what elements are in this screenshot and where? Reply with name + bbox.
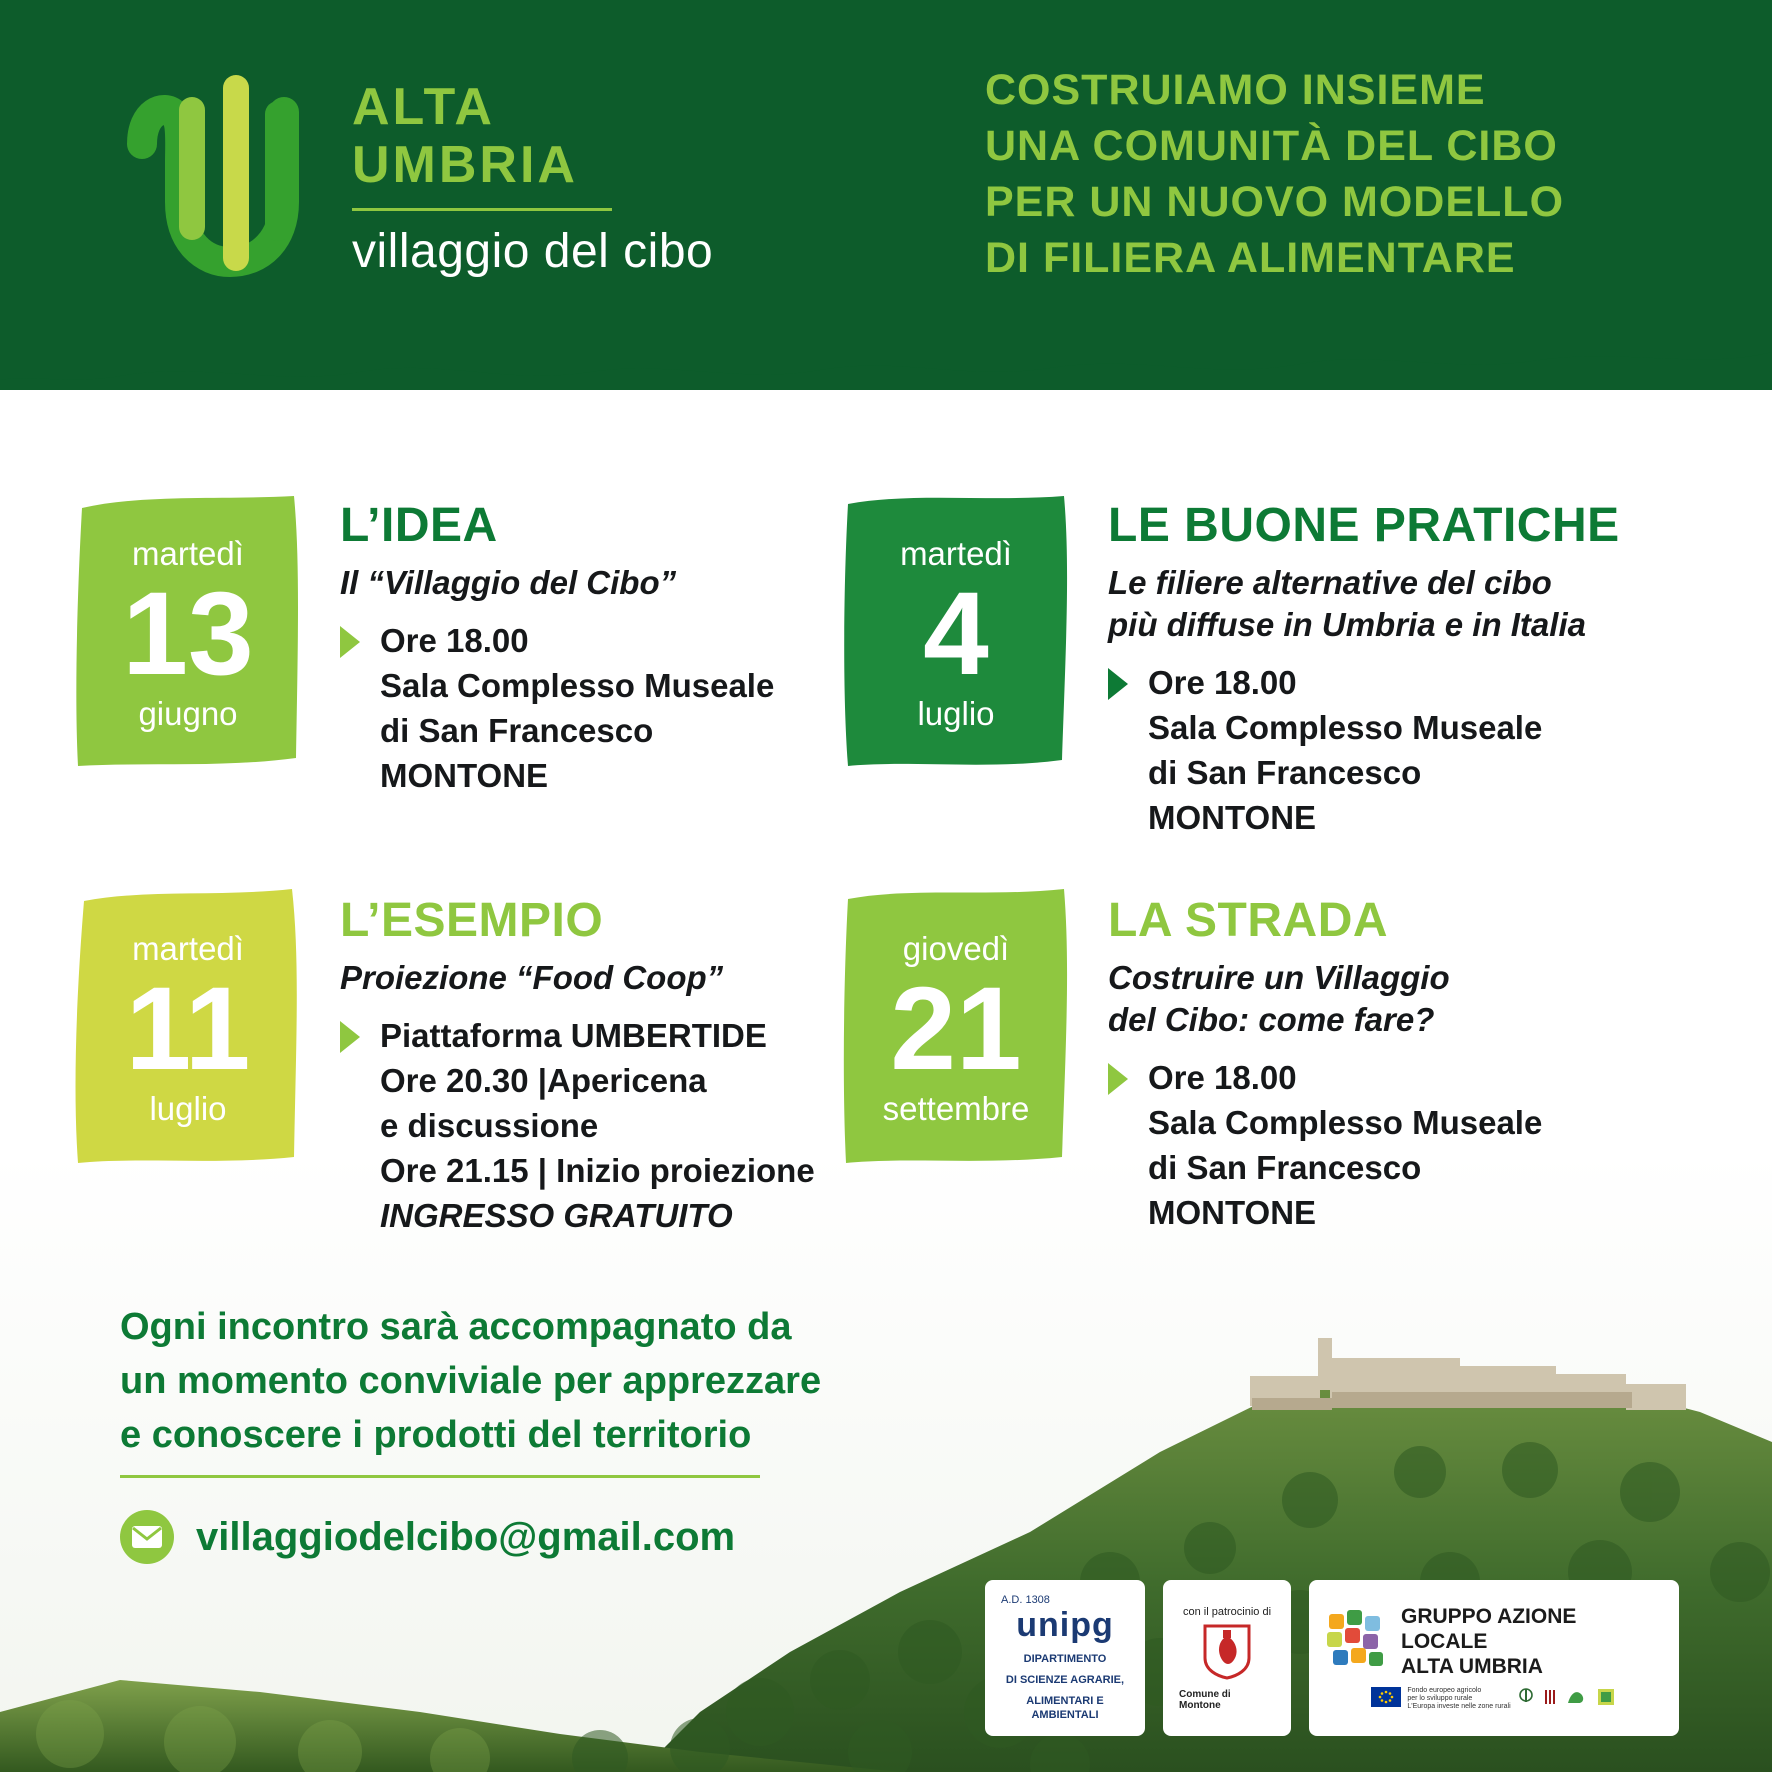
event-date-badge: [72, 490, 304, 772]
event-body: [1108, 490, 1620, 840]
event-details: [1108, 1055, 1542, 1235]
claim-line-4: DI FILIERA ALIMENTARE: [985, 234, 1516, 282]
event-weekday: martedì: [900, 535, 1012, 572]
unipg-logo: [985, 1580, 1145, 1736]
unipg-name: unipg: [1016, 1606, 1114, 1644]
gal-mosaic-icon: [1325, 1608, 1389, 1675]
note-line-2: un momento conviviale per apprezzare: [120, 1360, 822, 1402]
event-card: [840, 885, 1542, 1235]
claim-line-2: UNA COMUNITÀ DEL CIBO: [985, 122, 1558, 170]
event-city: MONTONE: [380, 757, 549, 794]
unipg-founding-year: A.D. 1308: [1001, 1594, 1050, 1606]
event-title: L’ESEMPIO: [340, 894, 604, 947]
event-date-badge: [840, 490, 1072, 772]
event-subtitle: Proiezione “Food Coop”: [340, 959, 724, 996]
envelope-icon: [120, 1510, 174, 1564]
brand-text: [352, 78, 713, 279]
event-details: [1108, 660, 1620, 840]
header-claim: [985, 62, 1564, 286]
event-month: luglio: [149, 1090, 227, 1127]
event-card: [72, 490, 774, 798]
event-details: [340, 1013, 815, 1238]
event-details: [340, 618, 774, 798]
note-line-3: e conoscere i prodotti del territorio: [120, 1414, 752, 1456]
event-weekday: giovedì: [902, 930, 1010, 967]
unipg-department-3: ALIMENTARI E AMBIENTALI: [1026, 1695, 1104, 1721]
event-venue-2: di San Francesco: [1148, 754, 1422, 791]
event-date-badge: [72, 885, 304, 1167]
event-venue-1: Sala Complesso Museale: [380, 667, 775, 704]
event-platform: Piattaforma UMBERTIDE: [380, 1017, 767, 1054]
event-city: MONTONE: [1148, 1194, 1317, 1231]
note-line-1: Ogni incontro sarà accompagnato da: [120, 1306, 792, 1348]
patronage-municipality: Comune di Montone: [1179, 1688, 1231, 1711]
mipaaf-icon: [1541, 1686, 1559, 1713]
event-subtitle: Il “Villaggio del Cibo”: [340, 564, 677, 601]
event-time: Ore 18.00: [1148, 664, 1297, 701]
unipg-department-1: DIPARTIMENTO: [1023, 1653, 1107, 1665]
event-day: 4: [923, 568, 989, 700]
eu-flag-icon: [1371, 1687, 1401, 1712]
event-venue-2: di San Francesco: [380, 712, 654, 749]
event-subtitle-line-1: Le filiere alternative del cibo: [1108, 564, 1552, 601]
event-time-2: Ore 21.15 | Inizio proiezione: [380, 1152, 815, 1189]
event-subtitle: [1108, 957, 1542, 1041]
note-divider: [120, 1475, 760, 1478]
regione-umbria-icon: [1565, 1686, 1589, 1713]
event-day: 21: [890, 963, 1022, 1095]
italy-emblem-icon: [1517, 1686, 1535, 1713]
event-time: Ore 18.00: [380, 622, 529, 659]
event-card: [840, 490, 1620, 840]
event-free-entry: INGRESSO GRATUITO: [380, 1197, 733, 1234]
unipg-department-2: DI SCIENZE AGRARIE,: [1005, 1674, 1125, 1686]
event-subtitle: [1108, 562, 1620, 646]
event-month: luglio: [917, 695, 995, 732]
event-weekday: martedì: [132, 930, 244, 967]
brand-divider: [352, 208, 612, 211]
claim-line-1: COSTRUIAMO INSIEME: [985, 66, 1486, 114]
contact-email[interactable]: villaggiodelcibo@gmail.com: [196, 1514, 736, 1559]
contact-email-row[interactable]: [120, 1510, 735, 1564]
patronage-label: con il patrocinio di: [1182, 1605, 1272, 1618]
event-day: 11: [125, 963, 251, 1095]
triangle-bullet-icon: [340, 626, 360, 658]
event-venue-1: Sala Complesso Museale: [1148, 709, 1543, 746]
montone-coat-of-arms-icon: [1201, 1622, 1253, 1685]
closing-note: [120, 1300, 880, 1462]
event-body: [1108, 885, 1542, 1235]
event-time-1: Ore 20.30 |Apericena: [380, 1062, 707, 1099]
triangle-bullet-icon: [340, 1021, 360, 1053]
patronage-logo: [1163, 1580, 1291, 1736]
event-title: LA STRADA: [1108, 894, 1389, 947]
triangle-bullet-icon: [1108, 1063, 1128, 1095]
eu-fund-line-2: per lo sviluppo rurale: [1407, 1695, 1473, 1702]
claim-line-3: PER UN NUOVO MODELLO: [985, 178, 1565, 226]
event-venue-1: Sala Complesso Museale: [1148, 1104, 1543, 1141]
event-title: LE BUONE PRATICHE: [1108, 499, 1620, 552]
event-subtitle-line-1: Costruire un Villaggio: [1108, 959, 1450, 996]
event-body: [340, 490, 774, 798]
event-city: MONTONE: [1148, 799, 1317, 836]
header-brush-edge: [0, 330, 1772, 420]
event-discussion: e discussione: [380, 1107, 599, 1144]
event-venue-2: di San Francesco: [1148, 1149, 1422, 1186]
brand-subtitle: villaggio del cibo: [352, 225, 714, 278]
event-month: settembre: [882, 1090, 1030, 1127]
gal-name-line-2: ALTA UMBRIA: [1401, 1654, 1543, 1678]
eu-fund-line-3: L'Europa investe nelle zone rurali: [1407, 1703, 1511, 1710]
event-day: 13: [122, 568, 254, 700]
gal-institution-row: [1371, 1686, 1616, 1713]
gal-alta-umbria-logo: [1309, 1580, 1679, 1736]
event-card: [72, 885, 815, 1238]
event-subtitle-line-2: del Cibo: come fare?: [1108, 1001, 1435, 1038]
event-body: [340, 885, 815, 1238]
event-weekday: martedì: [132, 535, 244, 572]
alta-umbria-logo-icon: [112, 52, 342, 287]
event-subtitle-line-2: più diffuse in Umbria e in Italia: [1108, 606, 1586, 643]
sponsor-logo-strip: [985, 1580, 1679, 1736]
eu-fund-line-1: Fondo europeo agricolo: [1407, 1687, 1482, 1694]
triangle-bullet-icon: [1108, 668, 1128, 700]
brand-line-umbria: UMBRIA: [352, 136, 578, 194]
event-date-badge: [840, 885, 1072, 1167]
event-month: giugno: [138, 695, 238, 732]
brand-line-alta: ALTA: [352, 78, 495, 136]
gal-name-line-1: GRUPPO AZIONE LOCALE: [1401, 1604, 1577, 1653]
event-title: L’IDEA: [340, 499, 498, 552]
event-time: Ore 18.00: [1148, 1059, 1297, 1096]
psr-icon: [1595, 1686, 1617, 1713]
